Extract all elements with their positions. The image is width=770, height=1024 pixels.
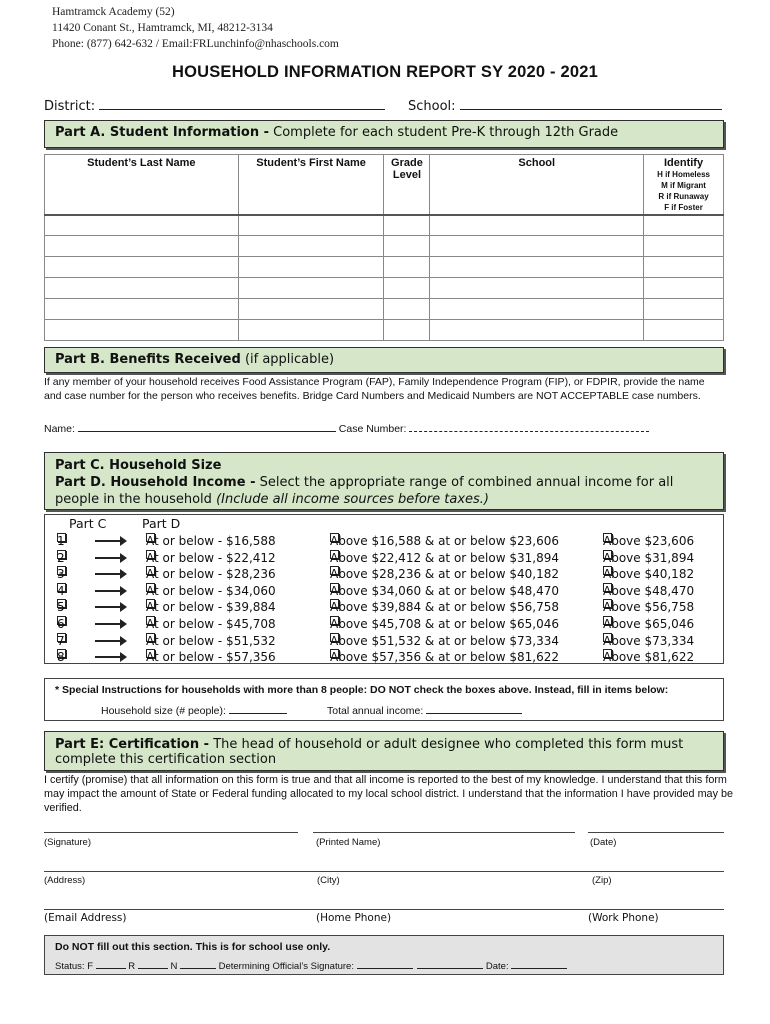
identify-runaway: R if Runaway [658, 192, 709, 201]
printed-name-label: (Printed Name) [316, 837, 381, 848]
part-d-subtitle: Select the appropriate range of combined annual income for all people in the household [55, 475, 674, 507]
income-row [45, 649, 725, 665]
part-b-text: If any member of your household receives Food Assistance Program (FAP), Family Independence Program (FIP), or FDPIR, provide the name and case number for the person who receives benefits. Bridge Card Numbers and Medicaid Numbers are NOT ACCEPTABLE case numbers. [44, 376, 705, 402]
income-row [45, 550, 725, 566]
part-d-subtitle-italic: (Include all income sources before taxes.) [216, 492, 490, 507]
arrow-right-icon [95, 573, 125, 575]
cell-input[interactable] [384, 278, 430, 299]
household-size-value: 8 [57, 650, 65, 665]
income-table [44, 514, 724, 664]
income-row [45, 616, 725, 632]
income-mid-label: Above $34,060 & at or below $48,470 [330, 583, 559, 598]
cell-input[interactable] [644, 236, 724, 257]
status-r-label: R [128, 961, 136, 972]
identify-homeless: H if Homeless [657, 170, 710, 179]
part-b-subtitle: (if applicable) [244, 352, 335, 367]
signature-line[interactable] [44, 832, 298, 833]
printed-name-line[interactable] [313, 832, 575, 833]
email-label: (Email Address) [44, 912, 127, 924]
income-mid-label: Above $28,236 & at or below $40,182 [330, 567, 559, 582]
city-label: (City) [317, 875, 340, 886]
arrow-right-icon [95, 656, 125, 658]
arrow-right-icon [95, 557, 125, 559]
address-label: (Address) [44, 875, 86, 886]
income-low-label: At or below - $39,884 [146, 600, 276, 615]
income-table-header [45, 516, 725, 532]
col-last-name: Student’s Last Name [45, 155, 239, 215]
cell-input[interactable] [430, 215, 644, 236]
school-input-line[interactable] [460, 98, 722, 110]
household-size-value: 7 [57, 633, 65, 648]
cell-input[interactable] [238, 257, 384, 278]
cell-input[interactable] [238, 236, 384, 257]
income-mid-label: Above $22,412 & at or below $31,894 [330, 550, 559, 565]
table-row[interactable] [45, 236, 724, 257]
benefits-name-label: Name: [44, 423, 75, 435]
part-e-subtitle: The head of household or adult designee who completed this form must complete this certification section [55, 737, 684, 767]
school-address: 11420 Conant St., Hamtramck, MI, 48212-3134 [52, 22, 273, 34]
income-high-label: Above $65,046 [603, 617, 695, 631]
income-mid-label: Above $39,884 & at or below $56,758 [330, 600, 559, 615]
arrow-right-icon [95, 590, 125, 592]
school-use-date-label: Date: [485, 961, 509, 972]
identify-migrant: M if Migrant [661, 181, 706, 190]
cell-input[interactable] [430, 278, 644, 299]
income-row [45, 633, 725, 649]
cell-input[interactable] [238, 278, 384, 299]
status-f-input[interactable] [96, 960, 126, 969]
address-line[interactable] [44, 871, 724, 872]
arrow-right-icon [95, 640, 125, 642]
arrow-right-icon [95, 623, 125, 625]
income-mid-label: Above $57,356 & at or below $81,622 [330, 650, 559, 665]
cell-input[interactable] [430, 236, 644, 257]
income-high-label: Above $56,758 [603, 600, 695, 615]
part-e-header [44, 731, 724, 771]
special-instructions [44, 678, 724, 721]
official-signature-input[interactable] [357, 960, 413, 969]
cell-input[interactable] [430, 299, 644, 320]
col-part-d: Part D [142, 516, 181, 531]
part-a-subtitle: Complete for each student Pre-K through 12th Grade [273, 125, 619, 140]
school-label: School: [408, 99, 456, 114]
contact-line[interactable] [44, 909, 724, 910]
household-size-field [101, 704, 287, 717]
part-a-title: Part A. Student Information - [55, 125, 270, 140]
signature-label: (Signature) [44, 837, 91, 848]
income-high-label: Above $73,334 [603, 633, 695, 648]
part-a-header [44, 120, 724, 148]
cell-input[interactable] [384, 320, 430, 341]
school-field[interactable] [408, 98, 722, 114]
table-row[interactable] [45, 278, 724, 299]
income-low-label: At or below - $28,236 [146, 567, 276, 582]
district-input-line[interactable] [99, 98, 385, 110]
income-high-label: Above $23,606 [603, 534, 695, 548]
case-number-label: Case Number: [338, 423, 407, 435]
status-f-label: Status: F [55, 961, 94, 972]
col-identify-label: Identify [663, 157, 704, 169]
household-size-value: 4 [57, 583, 65, 598]
total-income-input[interactable] [426, 704, 522, 714]
col-grade-line2: Level [392, 169, 422, 181]
school-use-title: Do NOT fill out this section. This is for school use only. [55, 941, 331, 953]
school-use-status [55, 960, 567, 972]
income-row [45, 566, 725, 582]
special-text: * Special Instructions for households with more than 8 people: DO NOT check the boxes above. Instead, fill in items below: [55, 684, 669, 696]
household-size-value: 1 [57, 534, 65, 548]
cell-input[interactable] [45, 257, 239, 278]
col-first-name: Student’s First Name [238, 155, 384, 215]
total-income-field [327, 704, 522, 717]
case-number-input[interactable] [409, 422, 649, 432]
identify-foster: F if Foster [664, 203, 703, 212]
income-mid-label: Above $51,532 & at or below $73,334 [330, 633, 559, 648]
col-identify [644, 155, 724, 215]
table-row[interactable] [45, 299, 724, 320]
arrow-right-icon [95, 540, 125, 542]
income-low-label: At or below - $34,060 [146, 583, 276, 598]
cell-input[interactable] [384, 257, 430, 278]
cell-input[interactable] [45, 215, 239, 236]
date-label: (Date) [590, 837, 617, 848]
cell-input[interactable] [644, 320, 724, 341]
cell-input[interactable] [45, 236, 239, 257]
household-size-label: Household size (# people): [101, 705, 226, 717]
status-r-input[interactable] [138, 960, 168, 969]
income-low-label: At or below - $57,356 [146, 650, 276, 665]
household-size-input[interactable] [229, 704, 287, 714]
income-mid-label: Above $45,708 & at or below $65,046 [330, 617, 559, 631]
part-c-title: Part C. Household Size [55, 458, 222, 473]
income-low-label: At or below - $51,532 [146, 633, 276, 648]
household-size-value: 5 [57, 600, 65, 615]
part-cd-header [44, 452, 724, 510]
school-use-box [44, 935, 724, 975]
col-grade [384, 155, 430, 215]
part-b-title: Part B. Benefits Received [55, 352, 241, 367]
benefits-fields [44, 422, 724, 436]
table-row[interactable] [45, 215, 724, 236]
cell-input[interactable] [644, 215, 724, 236]
income-low-label: At or below - $45,708 [146, 617, 276, 631]
household-size-value: 6 [57, 617, 65, 631]
table-row[interactable] [45, 320, 724, 341]
cell-input[interactable] [238, 215, 384, 236]
income-high-label: Above $40,182 [603, 567, 695, 582]
col-grade-line1: Grade [391, 157, 423, 169]
part-b-header [44, 347, 724, 373]
district-field[interactable] [44, 98, 385, 114]
income-row [45, 583, 725, 599]
income-row [45, 533, 725, 549]
cell-input[interactable] [384, 299, 430, 320]
col-part-c: Part C [69, 516, 107, 531]
district-label: District: [44, 99, 96, 114]
cell-input[interactable] [384, 236, 430, 257]
cell-input[interactable] [384, 215, 430, 236]
student-table [44, 154, 724, 341]
household-size-value: 3 [57, 567, 65, 582]
date-line[interactable] [588, 832, 724, 833]
zip-label: (Zip) [592, 875, 612, 886]
cell-input[interactable] [644, 257, 724, 278]
page-title: HOUSEHOLD INFORMATION REPORT SY 2020 - 2021 [171, 63, 599, 81]
cell-input[interactable] [644, 278, 724, 299]
table-row[interactable] [45, 257, 724, 278]
school-name: Hamtramck Academy (52) [52, 6, 175, 18]
official-signature-input-2[interactable] [417, 960, 483, 969]
income-mid-label: Above $16,588 & at or below $23,606 [330, 534, 559, 548]
cell-input[interactable] [430, 320, 644, 341]
cell-input[interactable] [644, 299, 724, 320]
school-use-date-input[interactable] [511, 960, 567, 969]
cell-input[interactable] [430, 257, 644, 278]
total-income-label: Total annual income: [327, 705, 424, 717]
cell-input[interactable] [45, 278, 239, 299]
certification-text: I certify (promise) that all information on this form is true and that all income is reported to the best of my knowledge. I understand that this form may impact the amount of State or Federal funding allocated to my local school district. I understand that the information I have provided may be verified. [44, 774, 733, 814]
student-table-header [45, 155, 724, 215]
income-high-label: Above $31,894 [603, 550, 695, 565]
income-row [45, 599, 725, 615]
status-n-label: N [170, 961, 178, 972]
income-high-label: Above $81,622 [603, 650, 695, 665]
part-e-title: Part E: Certification - [55, 737, 210, 752]
official-signature-label: Determining Official’s Signature: [218, 961, 354, 972]
arrow-right-icon [95, 606, 125, 608]
col-school: School [430, 155, 644, 215]
cell-input[interactable] [45, 320, 239, 341]
cell-input[interactable] [238, 320, 384, 341]
cell-input[interactable] [238, 299, 384, 320]
income-low-label: At or below - $16,588 [146, 534, 276, 548]
school-contact: Phone: (877) 642-632 / Email:FRLunchinfo@nhaschools.com [52, 38, 339, 50]
income-low-label: At or below - $22,412 [146, 550, 276, 565]
work-phone-label: (Work Phone) [588, 912, 659, 924]
benefits-name-input[interactable] [78, 422, 336, 432]
income-high-label: Above $48,470 [603, 583, 695, 598]
part-d-title: Part D. Household Income - [55, 475, 256, 490]
household-size-value: 2 [57, 550, 65, 565]
home-phone-label: (Home Phone) [316, 912, 392, 924]
status-n-input[interactable] [180, 960, 216, 969]
cell-input[interactable] [45, 299, 239, 320]
